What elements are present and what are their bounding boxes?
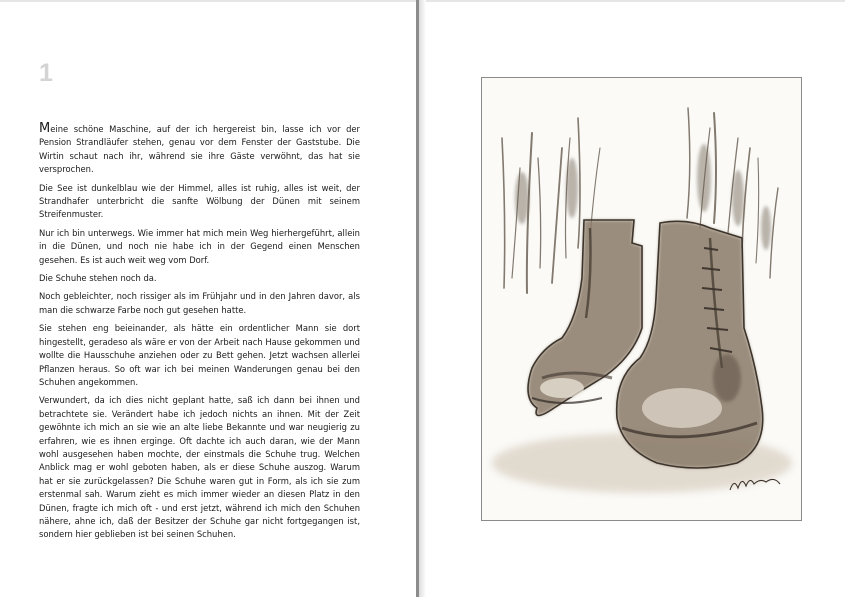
paragraph: Die See ist dunkelblau wie der Himmel, alles ist ruhig, alles ist weit, der Strandhafer unterbricht die sanfte Wölbung der Dünen mit seinem Streifenmuster.	[39, 182, 360, 220]
paragraph: Nur ich bin unterwegs. Wie immer hat mich mein Weg hierhergeführt, allein in die Dünen, und noch nie habe ich in der Gegend einen Menschen gesehen. Es ist auch weit weg vom Dorf.	[39, 227, 360, 265]
chapter-number: 1	[39, 59, 53, 87]
gutter-shadow	[419, 0, 426, 597]
right-page	[426, 0, 845, 597]
boots-watercolor-image	[482, 78, 801, 520]
paragraph: Meine schöne Maschine, auf der ich hergereist bin, lasse ich vor der Pension Strandläufer stehen, genau vor dem Fenster der Gaststube. Die Wirtin schaut nach ihr, während sie ihre Gäste verwöhnt, das hat sie versprochen.	[39, 121, 360, 175]
paragraph: Noch gebleichter, noch rissiger als im Frühjahr und in den Jahren davor, als man die schwarze Farbe noch gut gesehen hatte.	[39, 291, 360, 315]
boots-illustration	[481, 77, 802, 521]
body-text	[39, 122, 360, 547]
left-page	[0, 0, 416, 597]
paragraph: Sie stehen eng beieinander, als hätte ein ordentlicher Mann sie dort hingestellt, geradeso als wäre er von der Arbeit nach Hause gekommen und wollte die Hausschuhe anziehen oder zu Bett gehen. Jetzt wachsen allerlei Pflanzen heraus. So oft war ich bei meinen Wanderungen genau bei den Schuhen angekommen.	[39, 323, 360, 387]
paragraph: Die Schuhe stehen noch da.	[39, 273, 157, 284]
paragraph: Verwundert, da ich dies nicht geplant hatte, saß ich dann bei ihnen und betrachtete sie. Verändert habe ich jedoch nichts an ihnen. Mit der Zeit gewöhnte ich mich an sie wie an alte liebe Bekannte und war neugierig zu erfahren, wie es ihnen erginge. Oft dachte ich auch daran, wie der Mann wohl ausgesehen haben mochte, der einstmals die Schuhe trug. Welchen Anblick mag er wohl geboten haben, als er diese Schuhe auszog. Warum hat er sie zurückgelassen? Die Schuhe waren gut in Form, als ich sie zum erstenmal sah. Warum zieht es mich immer wieder an diesen Platz in den Dünen, fragte ich mich oft - und erst jetzt, während ich mich den Schuhen nähere, ahne ich, daß der Besitzer der Schuhe gar nicht fortgegangen ist, sondern hier geblieben ist bei seinen Schuhen.	[39, 395, 360, 540]
